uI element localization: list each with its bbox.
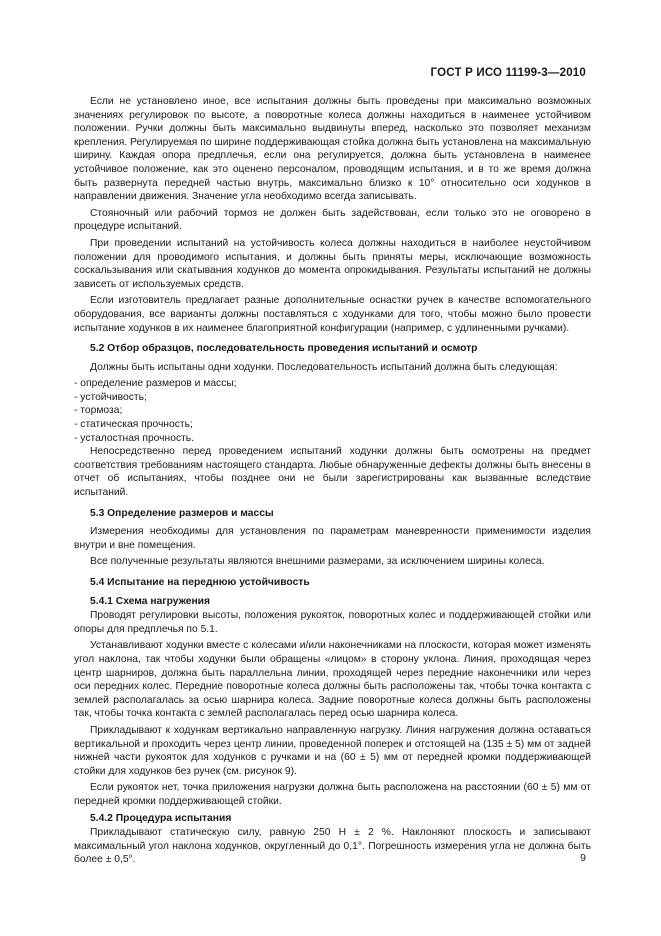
paragraph: Стояночный или рабочий тормоз не должен быть задействован, если только это не оговорено в процедуре испытаний. xyxy=(74,207,591,233)
list-item: - статическая прочность; xyxy=(74,419,193,431)
list-item: - устойчивость; xyxy=(74,391,147,403)
paragraph: Измерения необходимы для установления по параметрам маневренности применимости изделия внутри и вне помещения. xyxy=(74,526,591,551)
subsection-heading-5-4-1: 5.4.1 Схема нагружения xyxy=(90,595,211,607)
paragraph: Должны быть испытаны одни ходунки. Последовательность испытаний должна быть следующая: xyxy=(90,361,558,373)
document-header: ГОСТ Р ИСО 11199-3—2010 xyxy=(430,67,586,79)
list-item: - усталостная прочность. xyxy=(74,432,195,444)
paragraph: Устанавливают ходунки вместе с колесами и/или наконечниками на плоскости, которая может изменять угол наклона, так чтобы ходунки были обращены «лицом» в сторону уклона. Линия, проходящая через центр шарниров, должна быть параллельна линии, проходящей через передние наконечники или через оси передних колес. Передние поворотные колеса должны быть расположены так, чтобы точка контакта с землей располагалась за осью шарнира колеса. Задние поворотные колеса должны быть расположены так, чтобы точка контакта с землей располагалась перед осью шарнира колеса. xyxy=(74,640,591,720)
list-item: - определение размеров и массы; xyxy=(74,378,237,390)
paragraph: Все полученные результаты являются внешними размерами, за исключением ширины колеса. xyxy=(90,556,545,568)
paragraph: Прикладывают к ходункам вертикально направленную нагрузку. Линия нагружения должна оставаться вертикальной и проходить через центр линии, проведенной поперек и отстоящей на (135 ± 5) мм от задней нижней части рукояток для ходунков с ручками и на (60 ± 5) мм от передней кромки поддерживающей стойки для ходунков без ручек (см. рисунок 9). xyxy=(74,724,591,777)
section-heading-5-4: 5.4 Испытание на переднюю устойчивость xyxy=(90,577,310,588)
paragraph: Прикладывают статическую силу, равную 250 Н ± 2 %. Наклоняют плоскость и записывают максимальный угол наклона ходунков, округленный до 0,1°. Погрешность измерения угла не должна быть более ± 0,5°. xyxy=(74,827,591,866)
paragraph: Если не установлено иное, все испытания должны быть проведены при максимально возможных значениях регулировок по высоте, а поворотные колеса должны находиться в наименее устойчивом положении. Ручки должны быть максимально выдвинуты вперед, насколько это позволяет механизм крепления. Регулируемая по ширине поддерживающая стойка должна быть установлена на максимальную ширину. Каждая опора предплечья, если она регулируется, должна быть установлена в наименее устойчивое положение, как это оценено персоналом, проводящим испытания, и в то же время должна быть развернута передней частью внутрь, максимально близко к 10° относительно оси ходунков в направлении движения. Значение угла необходимо всегда записывать. xyxy=(74,96,591,203)
paragraph: Проводят регулировки высоты, положения рукояток, поворотных колес и поддерживающей стойки или опоры для предплечья по 5.1. xyxy=(74,610,591,635)
paragraph: Если рукояток нет, точка приложения нагрузки должна быть расположена на расстоянии (60 ± 5) мм от передней кромки поддерживающей стойки. xyxy=(74,782,591,807)
section-heading-5-3: 5.3 Определение размеров и массы xyxy=(90,507,274,519)
page-number: 9 xyxy=(580,852,586,864)
subsection-heading-5-4-2: 5.4.2 Процедура испытания xyxy=(90,812,232,824)
paragraph: Если изготовитель предлагает разные дополнительные оснастки ручек в качестве вспомогательного оборудования, все варианты должны поставляться с ходунками для того, чтобы можно было провести испытание ходунков в их наименее благоприятной конфигурации (например, с удлиненными ручками). xyxy=(74,295,591,334)
paragraph: Непосредственно перед проведением испытаний ходунки должны быть осмотрены на предмет соответствия требованиям настоящего стандарта. Любые обнаруженные дефекты должны быть внесены в отчет об испытаниях, чтобы позднее они не были зарегистрированы как вызванные вследствие испытаний. xyxy=(74,446,591,499)
list-item: - тормоза; xyxy=(74,405,123,417)
section-heading-5-2: 5.2 Отбор образцов, последовательность проведения испытаний и осмотр xyxy=(90,343,478,355)
paragraph: При проведении испытаний на устойчивость колеса должны находиться в наиболее неустойчивом положении для проводимого испытания, и должны быть приняты меры, исключающие возможность соскальзывания или скатывания ходунков до момента опрокидывания. Результаты испытаний не должны зависеть от используемых средств. xyxy=(74,237,591,290)
document-body xyxy=(74,95,591,870)
